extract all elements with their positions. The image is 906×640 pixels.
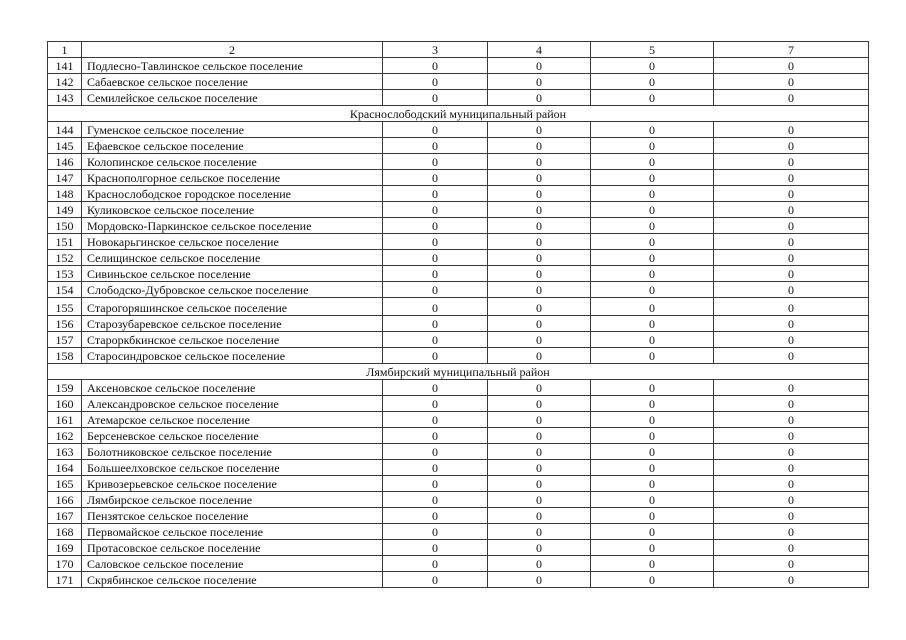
value-cell: 0 — [383, 492, 488, 508]
row-number: 156 — [48, 316, 82, 332]
value-cell: 0 — [383, 540, 488, 556]
value-cell: 0 — [714, 460, 869, 476]
table-row — [48, 266, 869, 282]
column-header: 2 — [82, 42, 383, 58]
value-cell: 0 — [591, 234, 714, 250]
value-cell: 0 — [591, 332, 714, 348]
value-cell: 0 — [488, 444, 591, 460]
table-row — [48, 186, 869, 202]
settlement-name: Кривозерьевское сельское поселение — [82, 476, 383, 492]
table-row — [48, 444, 869, 460]
value-cell: 0 — [591, 90, 714, 106]
value-cell: 0 — [488, 298, 591, 316]
value-cell: 0 — [383, 298, 488, 316]
value-cell: 0 — [488, 316, 591, 332]
value-cell: 0 — [714, 492, 869, 508]
settlement-name: Куликовское сельское поселение — [82, 202, 383, 218]
table-row — [48, 348, 869, 364]
value-cell: 0 — [488, 540, 591, 556]
value-cell: 0 — [591, 250, 714, 266]
value-cell: 0 — [383, 524, 488, 540]
value-cell: 0 — [383, 138, 488, 154]
table-row — [48, 202, 869, 218]
row-number: 168 — [48, 524, 82, 540]
value-cell: 0 — [591, 316, 714, 332]
settlement-name: Пензятское сельское поселение — [82, 508, 383, 524]
settlement-name: Селищинское сельское поселение — [82, 250, 383, 266]
row-number: 166 — [48, 492, 82, 508]
settlement-name: Берсеневское сельское поселение — [82, 428, 383, 444]
settlement-name: Новокарьгинское сельское поселение — [82, 234, 383, 250]
section-title: Краснослободский муниципальный район — [48, 106, 869, 122]
value-cell: 0 — [488, 122, 591, 138]
settlement-name: Мордовско-Паркинское сельское поселение — [82, 218, 383, 234]
table-row — [48, 380, 869, 396]
column-header: 4 — [488, 42, 591, 58]
value-cell: 0 — [383, 282, 488, 298]
value-cell: 0 — [714, 122, 869, 138]
settlement-name: Старозубаревское сельское поселение — [82, 316, 383, 332]
value-cell: 0 — [383, 316, 488, 332]
table-row — [48, 298, 869, 316]
value-cell: 0 — [591, 540, 714, 556]
table-row — [48, 396, 869, 412]
table-row — [48, 412, 869, 428]
value-cell: 0 — [714, 444, 869, 460]
settlement-name: Краснополгорное сельское поселение — [82, 170, 383, 186]
value-cell: 0 — [591, 266, 714, 282]
settlement-name: Старосиндровское сельское поселение — [82, 348, 383, 364]
value-cell: 0 — [488, 74, 591, 90]
row-number: 170 — [48, 556, 82, 572]
table-row — [48, 476, 869, 492]
value-cell: 0 — [488, 90, 591, 106]
value-cell: 0 — [383, 476, 488, 492]
value-cell: 0 — [488, 556, 591, 572]
table-row — [48, 316, 869, 332]
value-cell: 0 — [383, 154, 488, 170]
settlement-name: Подлесно-Тавлинское сельское поселение — [82, 58, 383, 74]
value-cell: 0 — [383, 460, 488, 476]
value-cell: 0 — [714, 282, 869, 298]
column-header: 7 — [714, 42, 869, 58]
value-cell: 0 — [714, 154, 869, 170]
table-row — [48, 90, 869, 106]
row-number: 158 — [48, 348, 82, 364]
value-cell: 0 — [591, 508, 714, 524]
value-cell: 0 — [714, 412, 869, 428]
value-cell: 0 — [714, 90, 869, 106]
table-row — [48, 492, 869, 508]
value-cell: 0 — [488, 266, 591, 282]
table-row — [48, 138, 869, 154]
row-number: 146 — [48, 154, 82, 170]
settlement-name: Краснослободское городское поселение — [82, 186, 383, 202]
settlement-name: Саловское сельское поселение — [82, 556, 383, 572]
column-header: 1 — [48, 42, 82, 58]
row-number: 154 — [48, 282, 82, 298]
value-cell: 0 — [591, 122, 714, 138]
row-number: 153 — [48, 266, 82, 282]
settlement-name: Александровское сельское поселение — [82, 396, 383, 412]
row-number: 167 — [48, 508, 82, 524]
row-number: 163 — [48, 444, 82, 460]
value-cell: 0 — [714, 476, 869, 492]
settlement-name: Семилейское сельское поселение — [82, 90, 383, 106]
value-cell: 0 — [488, 492, 591, 508]
value-cell: 0 — [591, 524, 714, 540]
table-header-row — [48, 42, 869, 58]
value-cell: 0 — [591, 218, 714, 234]
settlement-name: Аксеновское сельское поселение — [82, 380, 383, 396]
value-cell: 0 — [488, 282, 591, 298]
value-cell: 0 — [714, 218, 869, 234]
value-cell: 0 — [383, 202, 488, 218]
table-row — [48, 250, 869, 266]
table-row — [48, 154, 869, 170]
settlement-name: Гуменское сельское поселение — [82, 122, 383, 138]
value-cell: 0 — [488, 154, 591, 170]
value-cell: 0 — [714, 234, 869, 250]
settlement-name: Староркбкинское сельское поселение — [82, 332, 383, 348]
settlement-name: Колопинское сельское поселение — [82, 154, 383, 170]
value-cell: 0 — [714, 58, 869, 74]
value-cell: 0 — [591, 186, 714, 202]
value-cell: 0 — [383, 122, 488, 138]
row-number: 145 — [48, 138, 82, 154]
value-cell: 0 — [714, 298, 869, 316]
value-cell: 0 — [714, 348, 869, 364]
value-cell: 0 — [488, 380, 591, 396]
value-cell: 0 — [714, 186, 869, 202]
value-cell: 0 — [591, 556, 714, 572]
table-row — [48, 218, 869, 234]
settlement-name: Болотниковское сельское поселение — [82, 444, 383, 460]
value-cell: 0 — [488, 396, 591, 412]
value-cell: 0 — [383, 234, 488, 250]
value-cell: 0 — [591, 282, 714, 298]
settlement-name: Протасовское сельское поселение — [82, 540, 383, 556]
value-cell: 0 — [383, 170, 488, 186]
value-cell: 0 — [714, 266, 869, 282]
value-cell: 0 — [591, 460, 714, 476]
value-cell: 0 — [714, 428, 869, 444]
row-number: 141 — [48, 58, 82, 74]
settlement-name: Большеелховское сельское поселение — [82, 460, 383, 476]
row-number: 165 — [48, 476, 82, 492]
value-cell: 0 — [488, 572, 591, 588]
value-cell: 0 — [488, 460, 591, 476]
table-body — [48, 58, 869, 588]
value-cell: 0 — [714, 540, 869, 556]
value-cell: 0 — [488, 234, 591, 250]
value-cell: 0 — [383, 348, 488, 364]
row-number: 144 — [48, 122, 82, 138]
settlement-name: Старогоряшинское сельское поселение — [82, 298, 383, 316]
value-cell: 0 — [383, 74, 488, 90]
value-cell: 0 — [383, 412, 488, 428]
value-cell: 0 — [714, 170, 869, 186]
data-table — [47, 41, 869, 588]
value-cell: 0 — [488, 332, 591, 348]
row-number: 150 — [48, 218, 82, 234]
value-cell: 0 — [383, 444, 488, 460]
row-number: 160 — [48, 396, 82, 412]
table-row — [48, 332, 869, 348]
table-row — [48, 428, 869, 444]
table-row — [48, 508, 869, 524]
table-row — [48, 556, 869, 572]
row-number: 142 — [48, 74, 82, 90]
value-cell: 0 — [488, 170, 591, 186]
value-cell: 0 — [383, 396, 488, 412]
value-cell: 0 — [591, 572, 714, 588]
value-cell: 0 — [714, 316, 869, 332]
table-row — [48, 58, 869, 74]
row-number: 157 — [48, 332, 82, 348]
row-number: 164 — [48, 460, 82, 476]
value-cell: 0 — [714, 138, 869, 154]
value-cell: 0 — [383, 556, 488, 572]
settlement-name: Атемарское сельское поселение — [82, 412, 383, 428]
column-header: 5 — [591, 42, 714, 58]
value-cell: 0 — [714, 396, 869, 412]
value-cell: 0 — [383, 332, 488, 348]
value-cell: 0 — [488, 412, 591, 428]
value-cell: 0 — [383, 186, 488, 202]
row-number: 159 — [48, 380, 82, 396]
row-number: 147 — [48, 170, 82, 186]
section-title: Лямбирский муниципальный район — [48, 364, 869, 380]
value-cell: 0 — [591, 138, 714, 154]
value-cell: 0 — [591, 154, 714, 170]
value-cell: 0 — [383, 380, 488, 396]
value-cell: 0 — [591, 298, 714, 316]
value-cell: 0 — [591, 428, 714, 444]
table-row — [48, 170, 869, 186]
value-cell: 0 — [383, 508, 488, 524]
value-cell: 0 — [488, 524, 591, 540]
table-row — [48, 282, 869, 298]
settlement-name: Сивиньское сельское поселение — [82, 266, 383, 282]
value-cell: 0 — [714, 202, 869, 218]
value-cell: 0 — [714, 250, 869, 266]
value-cell: 0 — [714, 556, 869, 572]
column-header: 3 — [383, 42, 488, 58]
value-cell: 0 — [591, 412, 714, 428]
table-row — [48, 572, 869, 588]
table-row — [48, 74, 869, 90]
settlement-name: Слободско-Дубровское сельское поселение — [82, 282, 383, 298]
value-cell: 0 — [591, 476, 714, 492]
table-row — [48, 524, 869, 540]
value-cell: 0 — [383, 266, 488, 282]
settlement-name: Ефаевское сельское поселение — [82, 138, 383, 154]
settlement-name: Первомайское сельское поселение — [82, 524, 383, 540]
row-number: 151 — [48, 234, 82, 250]
row-number: 169 — [48, 540, 82, 556]
value-cell: 0 — [488, 138, 591, 154]
value-cell: 0 — [714, 572, 869, 588]
value-cell: 0 — [591, 492, 714, 508]
value-cell: 0 — [488, 476, 591, 492]
value-cell: 0 — [591, 444, 714, 460]
row-number: 143 — [48, 90, 82, 106]
table-row — [48, 122, 869, 138]
value-cell: 0 — [714, 332, 869, 348]
value-cell: 0 — [714, 380, 869, 396]
value-cell: 0 — [591, 202, 714, 218]
row-number: 161 — [48, 412, 82, 428]
value-cell: 0 — [488, 218, 591, 234]
value-cell: 0 — [714, 508, 869, 524]
row-number: 152 — [48, 250, 82, 266]
value-cell: 0 — [488, 58, 591, 74]
value-cell: 0 — [488, 186, 591, 202]
row-number: 149 — [48, 202, 82, 218]
row-number: 155 — [48, 298, 82, 316]
value-cell: 0 — [591, 58, 714, 74]
value-cell: 0 — [488, 348, 591, 364]
table-row — [48, 234, 869, 250]
value-cell: 0 — [488, 202, 591, 218]
value-cell: 0 — [488, 250, 591, 266]
value-cell: 0 — [591, 396, 714, 412]
section-row — [48, 364, 869, 380]
settlement-name: Скрябинское сельское поселение — [82, 572, 383, 588]
table-row — [48, 540, 869, 556]
row-number: 171 — [48, 572, 82, 588]
value-cell: 0 — [383, 218, 488, 234]
value-cell: 0 — [383, 58, 488, 74]
value-cell: 0 — [591, 74, 714, 90]
value-cell: 0 — [591, 170, 714, 186]
settlement-name: Лямбирское сельское поселение — [82, 492, 383, 508]
row-number: 162 — [48, 428, 82, 444]
value-cell: 0 — [383, 572, 488, 588]
value-cell: 0 — [488, 428, 591, 444]
section-row — [48, 106, 869, 122]
value-cell: 0 — [714, 74, 869, 90]
value-cell: 0 — [383, 90, 488, 106]
settlement-name: Сабаевское сельское поселение — [82, 74, 383, 90]
value-cell: 0 — [591, 380, 714, 396]
value-cell: 0 — [383, 428, 488, 444]
row-number: 148 — [48, 186, 82, 202]
value-cell: 0 — [714, 524, 869, 540]
value-cell: 0 — [383, 250, 488, 266]
value-cell: 0 — [488, 508, 591, 524]
table-row — [48, 460, 869, 476]
value-cell: 0 — [591, 348, 714, 364]
